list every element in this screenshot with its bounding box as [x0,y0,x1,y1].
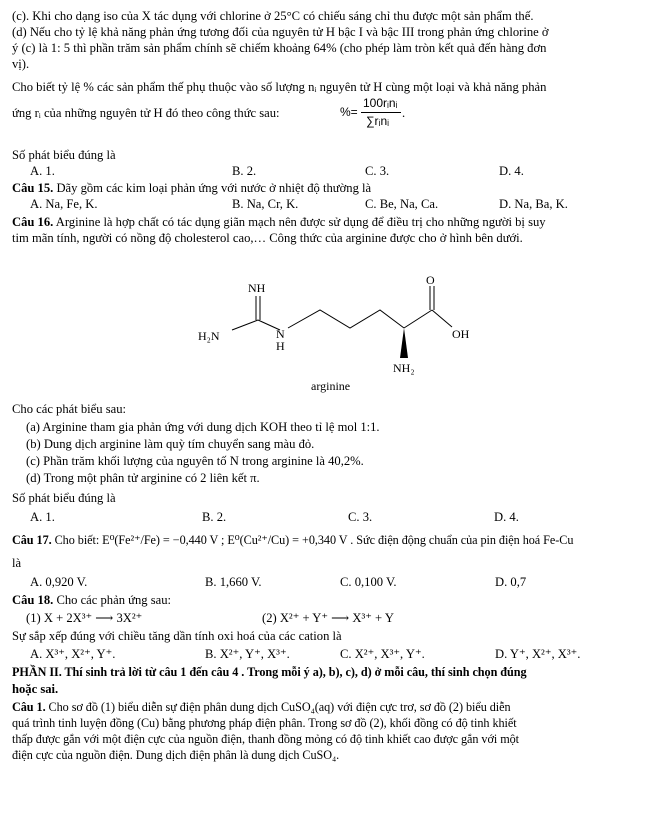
statement-d-line1: (d) Nếu cho tỷ lệ khả năng phản ứng tương đối của nguyên tử H bậc I và bậc III trong phản ứng chlorine ở [12,25,549,39]
q17-stem-line2: là [12,556,22,570]
q16-intro: Cho các phát biểu sau: [12,402,127,416]
q17-label: Câu 17. [12,533,52,547]
q14-question: Số phát biểu đúng là [12,148,116,162]
q16-statement-d: (d) Trong một phân tử arginine có 2 liên kết π. [26,471,260,485]
label-h2n: H₂N [198,329,220,343]
hint-line2: ứng rᵢ của những nguyên tử H đó theo công thức sau: [12,106,280,120]
q18-reaction-2: (2) X²⁺ + Y⁺ ⟶ X³⁺ + Y [262,611,394,625]
q16-statement-c: (c) Phần trăm khối lượng của nguyên tố N trong arginine là 40,2%. [26,454,364,468]
q16-option-b: B. 2. [202,510,227,524]
label-nh: NH [248,281,266,295]
part2-heading-line1: PHẦN II. Thí sinh trả lời từ câu 1 đến câu 4 . Trong mỗi ý a), b), c), d) ở mỗi câu, thí sinh chọn đúng [12,665,527,679]
q15-label: Câu 15. [12,181,54,195]
q16-statement-b: (b) Dung dịch arginine làm quỳ tím chuyển sang màu đỏ. [26,437,315,451]
q15-option-d: D. Na, Ba, K. [499,197,568,211]
q18-option-a: A. X³⁺, X²⁺, Y⁺. [30,647,116,661]
q16-question: Số phát biểu đúng là [12,491,116,505]
q15-option-a: A. Na, Fe, K. [30,197,98,211]
label-nh2: NH₂ [393,361,415,375]
statement-d-line2: ý (c) là 1: 5 thì phần trăm sản phẩm chính sẽ chiếm khoảng 64% (cho phép làm tròn kết quả đến hàng đơn [12,41,547,55]
formula-period: . [402,106,406,120]
q17-option-d: D. 0,7 [495,575,527,589]
formula-lhs: %= [340,105,358,119]
hint-line1: Cho biết tỷ lệ % các sản phẩm thế phụ thuộc vào số lượng nᵢ nguyên tử H cùng một loại và khả năng phản [12,80,547,94]
statement-d-line3: vị). [12,57,30,71]
q16-statement-a: (a) Arginine tham gia phản ứng với dung dịch KOH theo tỉ lệ mol 1:1. [26,420,380,434]
formula-numerator: 100rᵢnᵢ [363,96,398,110]
formula-denominator: ∑rᵢnᵢ [366,114,389,128]
arginine-structure [190,270,500,400]
bond-alpha-carboxyl [404,310,432,328]
carbon-chain [288,310,404,328]
q17-stem [12,532,573,548]
q15-option-b: B. Na, Cr, K. [232,197,299,211]
q17-option-a: A. 0,920 V. [30,575,88,589]
bond-c-oh [432,310,452,327]
label-o: O [426,273,435,287]
q14-option-b: B. 2. [232,164,257,178]
caption-arginine: arginine [311,379,351,393]
q16-option-d: D. 4. [494,510,519,524]
q18-reaction-1: (1) X + 2X³⁺ ⟶ 3X²⁺ [26,611,143,625]
part2-heading-line2: hoặc sai. [12,682,59,696]
wedge-bond [400,328,408,358]
q16-label: Câu 16. [12,215,54,229]
q16-stem-line2: tim mãn tính, người có nồng độ cholesterol cao,… Công thức của arginine được cho ở hình bên dưới. [12,231,523,245]
label-h: H [276,339,285,353]
q14-option-d: D. 4. [499,164,524,178]
label-n: N [276,327,285,341]
q14-option-c: C. 3. [365,164,390,178]
q16-option-a: A. 1. [30,510,55,524]
q18-label: Câu 18. [12,593,54,607]
q15-text: Dãy gồm các kim loại phản ứng với nước ở nhiệt độ thường là [53,181,372,195]
q15-stem [12,180,371,196]
p2-c1-line3: thấp được gắn với một điện cực của nguồn điện, thanh đồng mỏng có độ tinh khiết cao được gắn với một [12,732,520,746]
q18-stem [12,592,171,608]
p2-c1-text: Cho sơ đồ (1) biểu diễn sự điện phân dung dịch CuSO₄(aq) với điện cực trơ, sơ đồ (2) biểu diễn [45,700,511,714]
statement-c: (c). Khi cho dạng iso của X tác dụng với chlorine ở 25°C có chiếu sáng chỉ thu được một sản phẩm thế. [12,9,534,23]
p2-c1-label: Câu 1. [12,700,46,714]
q16-stem-line1 [12,214,546,230]
p2-c1-line1 [12,699,511,715]
q16-option-c: C. 3. [348,510,373,524]
q14-option-a: A. 1. [30,164,55,178]
fraction-bar [361,112,401,113]
q17-text: Cho biết: E⁰(Fe²⁺/Fe) = −0,440 V ; E⁰(Cu²⁺/Cu) = +0,340 V . Sức điện động chuẩn của pin điện hoá Fe-Cu [51,533,574,547]
q16-text: Arginine là hợp chất có tác dụng giãn mạch nên được sử dụng để điều trị cho những người bị suy [53,215,546,229]
q18-option-c: C. X²⁺, X³⁺, Y⁺. [340,647,425,661]
q17-option-b: B. 1,660 V. [205,575,262,589]
q18-text: Cho các phản ứng sau: [53,593,171,607]
q15-option-c: C. Be, Na, Ca. [365,197,439,211]
p2-c1-line2: quá trình tinh luyện đồng (Cu) bằng phương pháp điện phân. Trong sơ đồ (2), khối đồng có độ tinh khiết [12,716,517,730]
p2-c1-line4: điện cực của nguồn điện. Dung dịch điện phân là dung dịch CuSO₄. [12,748,340,762]
q18-question: Sự sắp xếp đúng với chiều tăng dần tính oxi hoá của các cation là [12,629,342,643]
q17-option-c: C. 0,100 V. [340,575,397,589]
bond-h2n-c [232,320,258,330]
q18-option-d: D. Y⁺, X²⁺, X³⁺. [495,647,581,661]
q18-option-b: B. X²⁺, Y⁺, X³⁺. [205,647,290,661]
label-oh: OH [452,327,470,341]
